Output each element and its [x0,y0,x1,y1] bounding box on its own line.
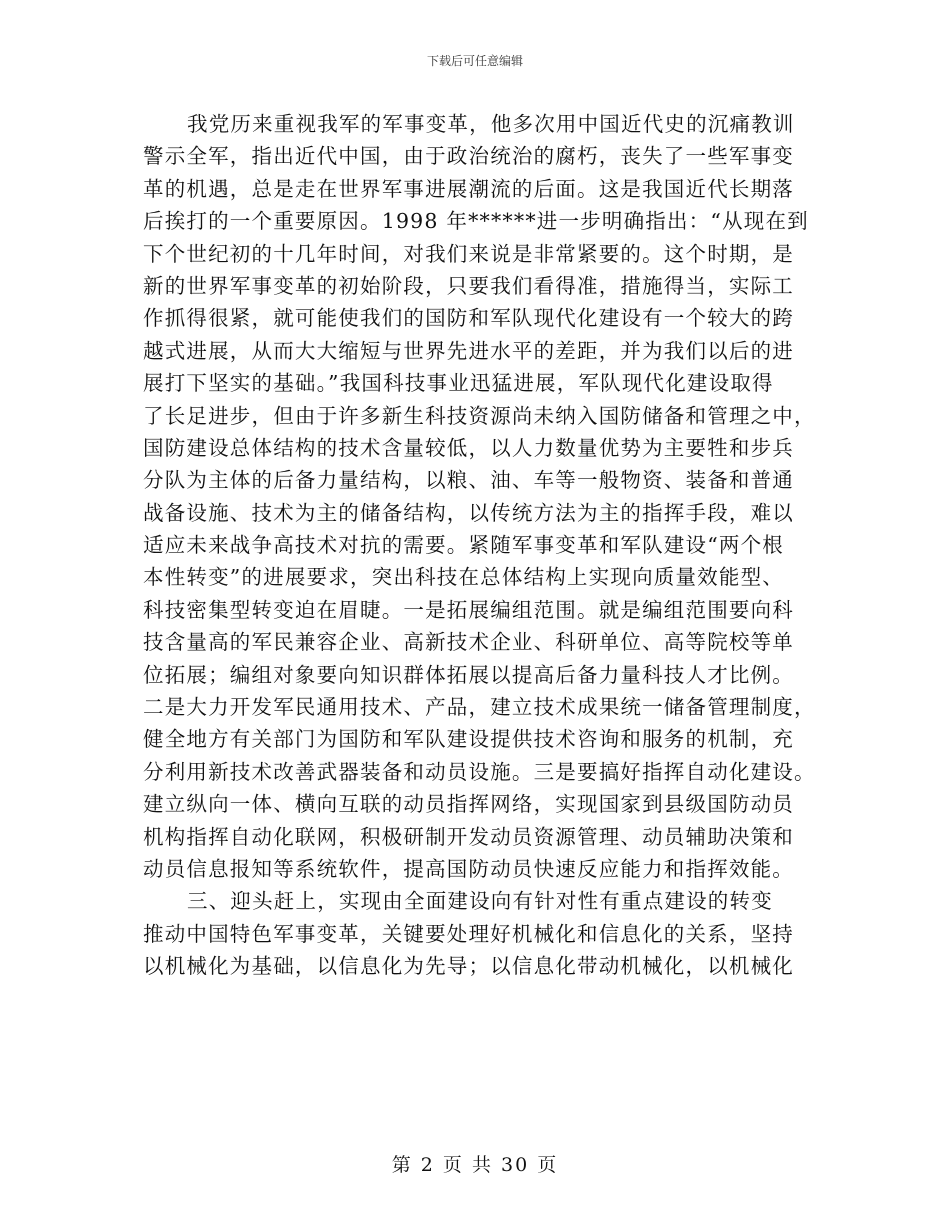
paragraph-line: 分队为主体的后备力量结构，以粮、油、车等一般物资、装备和普通 [143,468,794,493]
paragraph-line: 健全地方有关部门为国防和军队建设提供技术咨询和服务的机制，充 [143,727,794,752]
paragraph-line: 建立纵向一体、横向互联的动员指挥网络，实现国家到县级国防动员 [143,792,794,817]
paragraph-line: 越式进展，从而大大缩短与世界先进水平的差距，并为我们以后的进 [143,338,794,363]
paragraph-line: 二是大力开发军民通用技术、产品，建立技术成果统一储备管理制度， [143,695,816,720]
paragraph-line: 技含量高的军民兼容企业、高新技术企业、科研单位、高等院校等单 [143,630,794,655]
paragraph-line: 警示全军，指出近代中国，由于政治统治的腐朽，丧失了一些军事变 [143,144,794,169]
section-heading: 三、迎头赶上，实现由全面建设向有针对性有重点建设的转变 [187,889,773,914]
paragraph-line: 作抓得很紧，就可能使我们的国防和军队现代化建设有一个较大的跨 [143,306,794,331]
paragraph-line: 新的世界军事变革的初始阶段，只要我们看得准，措施得当，实际工 [143,273,794,298]
paragraph-line: 革的机遇，总是走在世界军事进展潮流的后面。这是我国近代长期落 [143,176,794,201]
page-header: 下载后可任意编辑 [426,54,523,68]
paragraph-line: 后挨打的一个重要原因。1998 年******进一步明确指出：“从现在到 [143,209,809,234]
paragraph-line: 展打下坚实的基础。”我国科技事业迅猛进展，军队现代化建设取得 [143,371,774,396]
paragraph-line: 分利用新技术改善武器装备和动员设施。三是要搞好指挥自动化建设。 [143,759,816,784]
paragraph-line: 下个世纪初的十几年时间，对我们来说是非常紧要的。这个时期，是 [143,241,794,266]
paragraph-line: 国防建设总体结构的技术含量较低，以人力数量优势为主要牲和步兵 [143,435,794,460]
paragraph-line: 推动中国特色军事变革，关键要处理好机械化和信息化的关系，坚持 [143,921,794,946]
paragraph-line: 科技密集型转变迫在眉睫。一是拓展编组范围。就是编组范围要向科 [143,597,794,622]
document-body [143,108,816,983]
paragraph-line: 战备设施、技术为主的储备结构，以传统方法为主的指挥手段，难以 [143,500,794,525]
page-number: 第 2 页 共 30 页 [391,1154,559,1176]
paragraph-line: 了长足进步，但由于许多新生科技资源尚未纳入国防储备和管理之中， [143,403,816,428]
paragraph-line: 本性转变”的进展要求，突出科技在总体结构上实现向质量效能型、 [143,565,784,590]
paragraph-line: 机构指挥自动化联网，积极研制开发动员资源管理、动员辅助决策和 [143,824,794,849]
paragraph-line: 我党历来重视我军的军事变革，他多次用中国近代史的沉痛教训 [187,112,795,136]
paragraph-line: 位拓展；编组对象要向知识群体拓展以提高后备力量科技人才比例。 [143,662,794,687]
paragraph-line: 以机械化为基础，以信息化为先导；以信息化带动机械化，以机械化 [143,954,794,979]
paragraph-line: 适应未来战争高技术对抗的需要。紧随军事变革和军队建设“两个根 [143,533,784,558]
paragraph-line: 动员信息报知等系统软件，提高国防动员快速反应能力和指挥效能。 [143,856,794,881]
